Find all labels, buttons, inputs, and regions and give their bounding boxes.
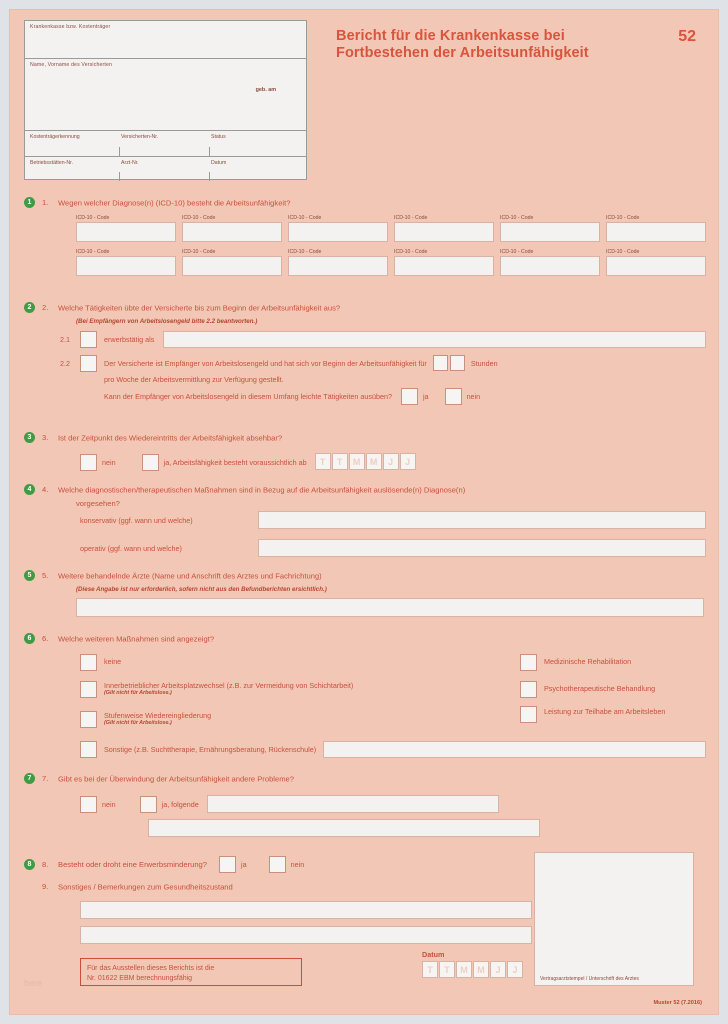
icd-code-input-2[interactable] <box>182 222 282 242</box>
item-2-2-row <box>60 355 706 405</box>
option-teilhabe-checkbox[interactable] <box>520 706 537 723</box>
date-box-monat-2[interactable]: M <box>366 453 382 470</box>
hours-digit-1[interactable] <box>433 355 448 371</box>
icd-field-group <box>394 215 494 242</box>
section-7-question: Gibt es bei der Überwindung der Arbeitsunfähigkeit andere Probleme? <box>58 774 294 784</box>
option-wiedereingliederung-hint: (Gilt nicht für Arbeitslose.) <box>104 720 172 726</box>
item-2-2-text-block <box>104 355 706 405</box>
icd-field-group <box>288 215 388 242</box>
icd-code-input-9[interactable] <box>288 256 388 276</box>
operativ-label: operativ (ggf. wann und welche) <box>80 543 182 553</box>
betriebsstaetten-row[interactable] <box>25 157 306 181</box>
footer-date-box-tag-2[interactable]: T <box>439 961 455 978</box>
option-arbeitsplatzwechsel-hint: (Gilt nicht für Arbeitslose.) <box>104 690 172 696</box>
option-arbeitsplatzwechsel-row <box>80 681 353 698</box>
icd-code-label: ICD-10 - Code <box>182 215 216 221</box>
section-8-question: Besteht oder droht eine Erwerbsminderung? <box>58 860 208 869</box>
section-1-number: 1. <box>42 198 49 208</box>
option-arbeitsplatzwechsel-text <box>104 681 353 696</box>
option-psychotherapie-checkbox[interactable] <box>520 681 537 698</box>
icd-code-label: ICD-10 - Code <box>182 249 216 255</box>
item-2-2-line1: Der Versicherte ist Empfänger von Arbeitslosengeld und hat sich vor Beginn der Arbeitsunfähigkeit für <box>104 358 427 368</box>
date-box-tag-1[interactable]: T <box>315 453 331 470</box>
section-2-question-row <box>24 299 706 317</box>
option-wiedereingliederung-row <box>80 711 211 728</box>
section-2 <box>24 299 706 405</box>
betriebsstaetten-label: Betriebsstätten-Nr. <box>30 160 73 166</box>
section-5-question: Weitere behandelnde Ärzte (Name und Anschrift des Arztes und Fachrichtung) <box>58 571 322 581</box>
section-4-number: 4. <box>42 485 49 495</box>
item-2-1-number: 2.1 <box>60 335 70 344</box>
section-7-nein-label: nein <box>102 799 116 809</box>
icd-code-input-4[interactable] <box>394 222 494 242</box>
date-box-jahr-2[interactable]: J <box>400 453 416 470</box>
section-3-answer-row <box>80 453 706 471</box>
icd-code-input-5[interactable] <box>500 222 600 242</box>
section-7-ja-checkbox[interactable] <box>140 796 157 813</box>
section-8-ja-checkbox[interactable] <box>219 856 236 873</box>
section-8-ja-label: ja <box>241 860 247 869</box>
arztnr-label: Arzt-Nr. <box>121 160 139 166</box>
ebm-note-box <box>80 958 302 986</box>
section-8-nein-label: nein <box>290 860 305 869</box>
section-3-number: 3. <box>42 433 49 443</box>
section-2-number: 2. <box>42 303 49 313</box>
section-9-input-line2[interactable] <box>80 926 532 944</box>
section-8-nein-checkbox[interactable] <box>269 856 286 873</box>
footer-datum-label: Datum <box>422 950 445 959</box>
option-wiedereingliederung-text <box>104 711 211 726</box>
operativ-input[interactable] <box>258 539 706 557</box>
section-7-nein-checkbox[interactable] <box>80 796 97 813</box>
footer-date-box-monat-2[interactable]: M <box>473 961 489 978</box>
icd-code-input-7[interactable] <box>76 256 176 276</box>
footer-date-boxes[interactable] <box>422 961 524 979</box>
column-divider-mark <box>119 147 120 156</box>
muster-reference: Muster 52 (7.2016) <box>653 1000 702 1006</box>
option-keine-row <box>80 654 121 671</box>
item-2-1-checkbox[interactable] <box>80 331 97 348</box>
section-4 <box>24 481 706 557</box>
option-rehabilitation-row <box>520 654 631 671</box>
icd-field-group <box>500 215 600 242</box>
kostentraegerkennung-row[interactable] <box>25 131 306 157</box>
icd-field-group <box>394 249 494 276</box>
section-7-question-row <box>24 770 706 788</box>
page-title-line2: Fortbestehen der Arbeitsunfähigkeit <box>336 45 589 61</box>
kostentraegerkennung-label: Kostenträgerkennung <box>30 134 80 140</box>
section-3-nein-checkbox[interactable] <box>80 454 97 471</box>
option-wiedereingliederung-label: Stufenweise Wiedereingliederung <box>104 711 212 720</box>
section-5-question-row <box>24 567 706 585</box>
stunden-label: Stunden <box>470 358 498 368</box>
konservativ-label: konservativ (ggf. wann und welche) <box>80 515 193 525</box>
section-2-bullet: 2 <box>24 302 35 313</box>
date-box-tag-2[interactable]: T <box>332 453 348 470</box>
icd-row-1 <box>76 215 706 242</box>
doctor-stamp-label: Vertragsarztstempel / Unterschrift des Arztes <box>540 976 639 982</box>
icd-code-input-10[interactable] <box>394 256 494 276</box>
item-2-2-ja-checkbox[interactable] <box>401 388 418 405</box>
section-3-nein-label: nein <box>102 457 116 467</box>
section-7-number: 7. <box>42 774 49 784</box>
section-7 <box>24 770 706 837</box>
section-7-bullet: 7 <box>24 773 35 784</box>
option-rehabilitation-label: Medizinische Rehabilitation <box>544 657 632 666</box>
section-7-ja-label: ja, folgende <box>161 799 199 809</box>
option-psychotherapie-row <box>520 681 655 698</box>
icd-field-group <box>76 215 176 242</box>
section-2-hint: (Bei Empfängern von Arbeitslosengeld bitte 2.2 beantworten.) <box>76 318 258 325</box>
section-1-bullet: 1 <box>24 197 35 208</box>
icd-field-group <box>182 215 282 242</box>
icd-code-input-11[interactable] <box>500 256 600 276</box>
section-3-date-group[interactable] <box>315 453 417 471</box>
section-1-question-row <box>24 194 706 212</box>
icd-field-group <box>500 249 600 276</box>
section-5-input[interactable] <box>76 598 704 617</box>
icd-row-2 <box>76 249 706 276</box>
section-4-bullet: 4 <box>24 484 35 495</box>
datum-label: Datum <box>211 160 227 166</box>
section-7-input-line1[interactable] <box>207 795 499 813</box>
date-box-jahr-1[interactable]: J <box>383 453 399 470</box>
item-2-1-label: erwerbstätig als <box>104 335 155 344</box>
icd-code-input-6[interactable] <box>606 222 706 242</box>
option-keine-checkbox[interactable] <box>80 654 97 671</box>
section-3-question: Ist der Zeitpunkt des Wiedereintritts der Arbeitsfähigkeit absehbar? <box>58 433 283 443</box>
section-3 <box>24 429 706 471</box>
page-title-line1: Bericht für die Krankenkasse bei <box>336 28 565 44</box>
section-6-question: Welche weiteren Maßnahmen sind angezeigt? <box>58 634 215 644</box>
item-2-2-ja-label: ja <box>422 392 429 401</box>
footer-date-box-monat-1[interactable]: M <box>456 961 472 978</box>
operativ-row <box>80 539 706 557</box>
icd-code-label: ICD-10 - Code <box>500 249 534 255</box>
section-4-question-row <box>24 481 706 499</box>
item-2-2-nein-label: nein <box>466 392 481 401</box>
doctor-stamp-box[interactable] <box>534 852 694 986</box>
option-teilhabe-label: Leistung zur Teilhabe am Arbeitsleben <box>544 707 666 716</box>
footer-date-box-tag-1[interactable]: T <box>422 961 438 978</box>
icd-field-group <box>606 215 706 242</box>
form-number: 52 <box>678 28 696 45</box>
section-3-ja-checkbox[interactable] <box>142 454 159 471</box>
icd-code-label: ICD-10 - Code <box>394 215 428 221</box>
icd-code-label: ICD-10 - Code <box>606 249 640 255</box>
section-7-input-line2[interactable] <box>148 819 540 837</box>
icd-code-label: ICD-10 - Code <box>288 215 322 221</box>
kostentraeger-row[interactable] <box>25 21 306 59</box>
versichertennr-label: Versicherten-Nr. <box>121 134 159 140</box>
option-teilhabe-row <box>520 706 694 723</box>
section-6 <box>24 630 706 758</box>
column-divider-mark <box>119 172 120 181</box>
icd-code-input-3[interactable] <box>288 222 388 242</box>
section-6-options <box>80 654 706 744</box>
icd-code-label: ICD-10 - Code <box>500 215 534 221</box>
section-5-hint: (Diese Angabe ist nur erforderlich, sofern nicht aus den Befundberichten ersichtlich.) <box>76 586 327 593</box>
option-psychotherapie-label: Psychotherapeutische Behandlung <box>544 684 656 693</box>
footer-date-box-jahr-2[interactable]: J <box>507 961 523 978</box>
versicherter-name-label: Name, Vorname des Versicherten <box>30 62 113 68</box>
item-2-2-line3-row <box>104 388 706 405</box>
option-keine-label: keine <box>104 657 122 666</box>
option-arbeitsplatzwechsel-checkbox[interactable] <box>80 681 97 698</box>
section-6-bullet: 6 <box>24 633 35 644</box>
option-wiedereingliederung-checkbox[interactable] <box>80 711 97 728</box>
footer-date-box-jahr-1[interactable]: J <box>490 961 506 978</box>
section-3-question-row <box>24 429 706 447</box>
item-2-2-line2: pro Woche der Arbeitsvermittlung zur Verfügung gestellt. <box>104 375 284 384</box>
section-5-number: 5. <box>42 571 49 581</box>
date-box-monat-1[interactable]: M <box>349 453 365 470</box>
section-9-question: Sonstiges / Bemerkungen zum Gesundheitszustand <box>58 882 233 892</box>
section-1-question: Wegen welcher Diagnose(n) (ICD-10) besteht die Arbeitsunfähigkeit? <box>58 198 291 208</box>
section-6-question-row <box>24 630 706 648</box>
section-9-number: 9. <box>42 882 49 892</box>
item-2-2-checkbox[interactable] <box>80 355 97 372</box>
footer-date-group <box>422 950 524 979</box>
versicherter-row[interactable] <box>25 59 306 131</box>
section-4-question-line2: vorgesehen? <box>76 499 120 508</box>
icd-field-group <box>288 249 388 276</box>
page-title <box>336 28 589 62</box>
geburtsdatum-label: geb. am <box>255 87 276 93</box>
section-9-input-line1[interactable] <box>80 901 532 919</box>
section-3-ja-label: ja, Arbeitsfähigkeit besteht voraussichtlich ab <box>163 457 307 467</box>
option-rehabilitation-checkbox[interactable] <box>520 654 537 671</box>
section-1 <box>24 194 706 276</box>
section-7-answer-row <box>80 795 706 813</box>
ebm-note-line1: Für das Ausstellen dieses Berichts ist die <box>87 965 215 972</box>
icd-code-label: ICD-10 - Code <box>288 249 322 255</box>
page-watermark: here <box>24 978 43 988</box>
icd-code-input-12[interactable] <box>606 256 706 276</box>
insurance-address-box <box>24 20 307 180</box>
section-2-question: Welche Tätigkeiten übte der Versicherte bis zum Beginn der Arbeitsunfähigkeit aus? <box>58 303 341 313</box>
icd-code-input-8[interactable] <box>182 256 282 276</box>
form-header <box>24 20 704 190</box>
item-2-2-number: 2.2 <box>60 359 70 368</box>
status-label: Status <box>211 134 226 140</box>
konservativ-row <box>80 511 706 529</box>
section-8-bullet: 8 <box>24 859 35 870</box>
item-2-2-line3: Kann der Empfänger von Arbeitslosengeld in diesem Umfang leichte Tätigkeiten ausüben? <box>104 392 392 401</box>
item-2-2-line1-row <box>104 355 706 371</box>
icd-field-group <box>182 249 282 276</box>
section-8-number: 8. <box>42 860 49 869</box>
ebm-note-line2: Nr. 01622 EBM berechnungsfähig <box>87 975 193 982</box>
section-5 <box>24 567 706 617</box>
hours-digit-2[interactable] <box>450 355 465 371</box>
section-4-question-line1: Welche diagnostischen/therapeutischen Maßnahmen sind in Bezug auf die Arbeitsunfähigkeit auslösende(n) Diagnose(n) <box>58 485 466 495</box>
section-5-bullet: 5 <box>24 570 35 581</box>
option-arbeitsplatzwechsel-label: Innerbetrieblicher Arbeitsplatzwechsel (z.B. zur Vermeidung von Schichtarbeit) <box>104 681 354 690</box>
icd-field-group <box>76 249 176 276</box>
icd-code-input-1[interactable] <box>76 222 176 242</box>
form-sheet <box>9 9 719 1015</box>
icd-code-label: ICD-10 - Code <box>76 249 110 255</box>
option-sonstige-label: Sonstige (z.B. Suchttherapie, Ernährungsberatung, Rückenschule) <box>104 745 317 754</box>
icd-field-group <box>606 249 706 276</box>
column-divider-mark <box>209 172 210 181</box>
section-3-bullet: 3 <box>24 432 35 443</box>
kostentraeger-label: Krankenkasse bzw. Kostenträger <box>30 24 111 30</box>
konservativ-input[interactable] <box>258 511 706 529</box>
icd-code-label: ICD-10 - Code <box>76 215 110 221</box>
item-2-1-row <box>60 331 706 348</box>
section-6-number: 6. <box>42 634 49 644</box>
item-2-2-nein-checkbox[interactable] <box>445 388 462 405</box>
column-divider-mark <box>209 147 210 156</box>
icd-code-label: ICD-10 - Code <box>606 215 640 221</box>
item-2-1-input[interactable] <box>163 331 706 348</box>
icd-code-label: ICD-10 - Code <box>394 249 428 255</box>
